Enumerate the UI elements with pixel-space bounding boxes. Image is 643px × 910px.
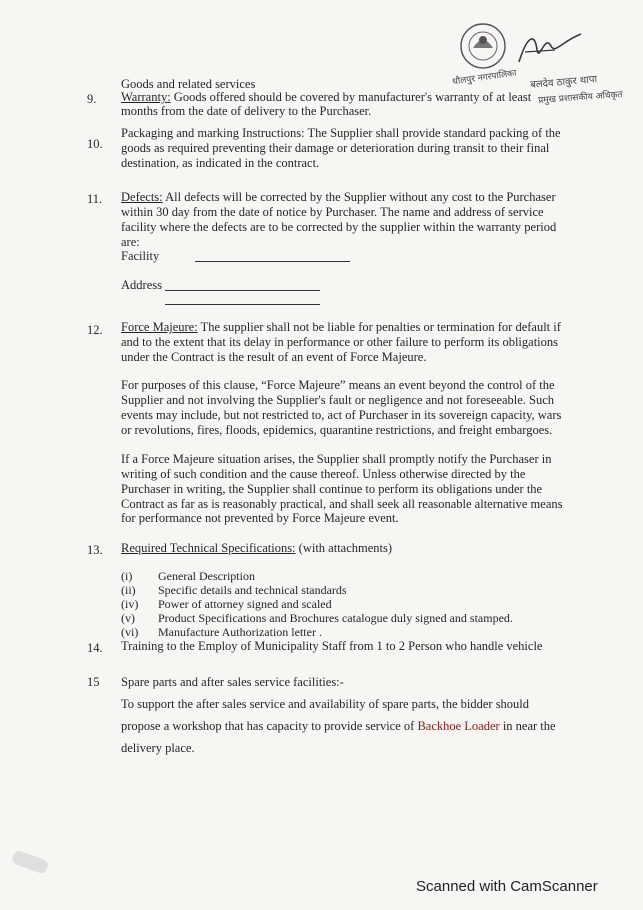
item-number: 9. (87, 92, 97, 106)
force-p1-line-1: The supplier shall not be liable for penalties or termination for default if (197, 320, 561, 334)
item-number: 14. (87, 641, 103, 655)
force-p2-line-2: Supplier and not involving the Supplier's fault or negligence and not foreseeable. Such (121, 393, 555, 407)
force-p3-line-3: Purchaser in writing, the Supplier shall continue to perform its obligations under the (121, 482, 543, 496)
address-label: Address (121, 278, 162, 292)
list-item-num: (iv) (121, 597, 139, 611)
item-number: 13. (87, 543, 103, 557)
defects-text-4: are: (121, 235, 140, 249)
packaging-text-2: goods as required preventing their damage or deterioration during transit to their final (121, 141, 550, 155)
list-item-text: Product Specifications and Brochures catalogue duly signed and stamped. (158, 611, 513, 625)
force-p2-line-3: events may include, but not restricted to, act of Purchaser in its sovereign capacity, wars (121, 408, 562, 422)
spare-line-3: delivery place. (121, 741, 195, 755)
item-number: 15 (87, 675, 100, 689)
list-item-num: (i) (121, 569, 133, 583)
warranty-text-1: Goods offered should be covered by manufacturer's warranty of at least (170, 90, 532, 104)
facility-blank-line (195, 251, 350, 262)
intro-text: Goods and related services (121, 77, 256, 91)
municipal-seal-icon (455, 18, 515, 74)
stamp-line-3: प्रमुख प्रशासकीय अधिकृत (537, 90, 623, 106)
list-item-num: (v) (121, 611, 135, 625)
scan-smudge (11, 849, 50, 874)
list-item-text: General Description (158, 569, 255, 583)
spare-line-2c: in near the (499, 719, 556, 733)
force-p3-line-4: Contract as far as is reasonably practical, and shall seek all reasonable alternative means (121, 497, 563, 511)
force-p3-line-1: If a Force Majeure situation arises, the Supplier shall promptly notify the Purchaser in (121, 452, 552, 466)
training-text: Training to the Employ of Municipality Staff from 1 to 2 Person who handle vehicle (121, 639, 543, 653)
facility-label: Facility (121, 249, 160, 263)
stamp-line-1: धौलपुर नगरपालिका (451, 68, 518, 88)
item-number: 11. (87, 192, 103, 206)
list-item-num: (ii) (121, 583, 136, 597)
spare-line-2a: propose a workshop that has capacity to provide service of (121, 719, 418, 733)
list-item-text: Specific details and technical standards (158, 583, 347, 597)
packaging-text-3: destination, as indicated in the contract. (121, 156, 320, 170)
warranty-text-2: months from the date of delivery to the Purchaser. (121, 104, 372, 118)
defects-text-2: within 30 day from the date of notice by Purchaser. The name and address of service (121, 205, 544, 219)
warranty-label: Warranty: (121, 90, 171, 104)
force-p3-line-5: for performance not prevented by Force Majeure event. (121, 511, 399, 525)
stamp-line-2: बलदेव ठाकुर थापा (529, 74, 598, 91)
item-number: 10. (87, 137, 103, 151)
specs-rest: (with attachments) (295, 541, 393, 555)
defects-text-1: All defects will be corrected by the Supplier without any cost to the Purchaser (162, 190, 556, 204)
spare-title: Spare parts and after sales service facilities:- (121, 675, 344, 689)
list-item-text: Power of attorney signed and scaled (158, 597, 332, 611)
force-p2-line-1: For purposes of this clause, “Force Majeure” means an event beyond the control of the (121, 378, 555, 392)
specs-label: Required Technical Specifications: (121, 541, 296, 555)
force-p2-line-4: or revolutions, fires, floods, epidemics, quarantine restrictions, and freight embargoes. (121, 423, 553, 437)
defects-label: Defects: (121, 190, 163, 204)
spare-line-2-highlight: Backhoe Loader (417, 719, 500, 733)
address-blank-line-2 (165, 294, 320, 305)
force-p1-line-2: and to the extent that its delay in performance or other failure to perform its obligations (121, 335, 559, 349)
force-p1-line-3: under the Contract is the result of an event of Force Majeure. (121, 350, 427, 364)
item-number: 12. (87, 323, 103, 337)
force-p3-line-2: writing of such condition and the cause thereof. Unless otherwise directed by the (121, 467, 526, 481)
spare-line-1: To support the after sales service and availability of spare parts, the bidder should (121, 697, 530, 711)
scanner-watermark: Scanned with CamScanner (416, 878, 598, 895)
force-label: Force Majeure: (121, 320, 198, 334)
list-item-text: Manufacture Authorization letter . (158, 625, 322, 639)
list-item-num: (vi) (121, 625, 139, 639)
address-blank-line-1 (165, 280, 320, 291)
signature-icon (515, 28, 585, 68)
packaging-text-1: Packaging and marking Instructions: The Supplier shall provide standard packing of the (121, 126, 561, 140)
defects-text-3: facility where the defects are to be corrected by the supplier within the warranty period (121, 220, 557, 234)
